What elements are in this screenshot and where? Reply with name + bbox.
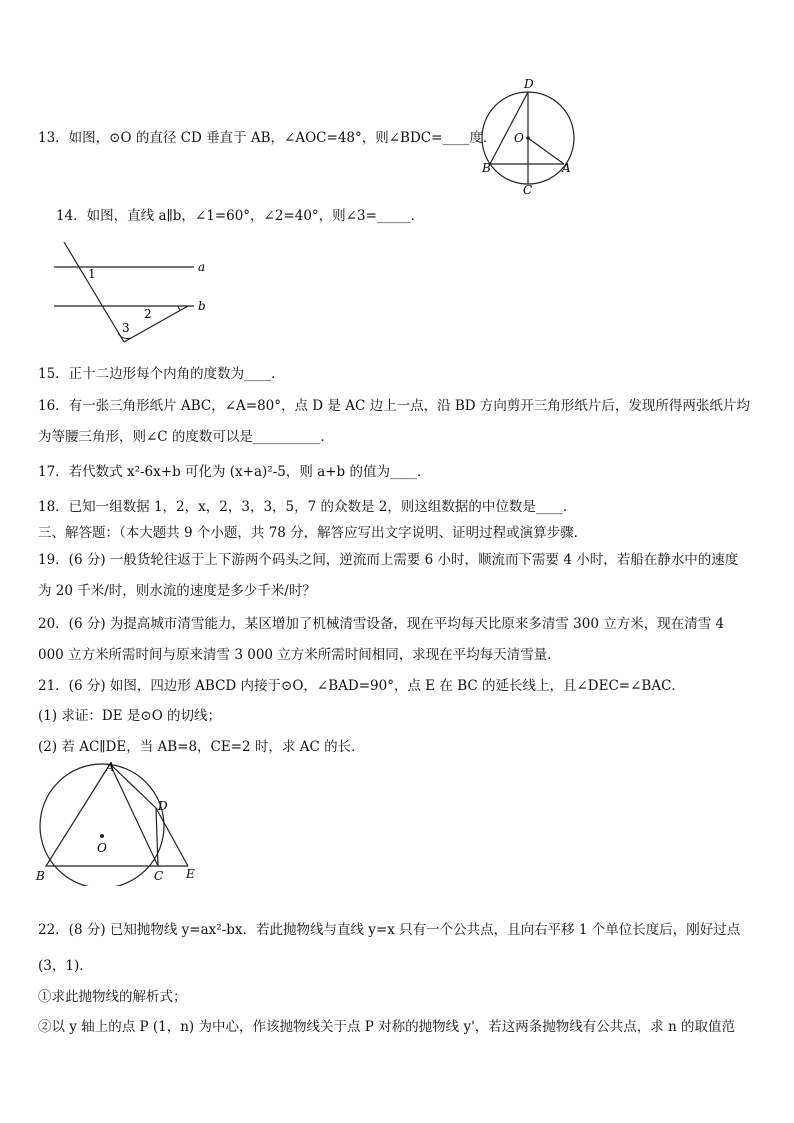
question-20-line-1: 20．(6 分) 为提高城市清雪能力，某区增加了机械清雪设备，现在平均每天比原来多清雪 300 立方米，现在清雪 4 <box>38 616 725 632</box>
label-angle-3: 3 <box>122 321 130 335</box>
question-16-line-1: 16．有一张三角形纸片 ABC，∠A=80°，点 D 是 AC 边上一点，沿 BD 方向剪开三角形纸片后，发现所得两张纸片均 <box>38 398 750 414</box>
section-3-heading: 三、解答题：（本大题共 9 个小题，共 78 分，解答应写出文字说明、证明过程或演算步骤． <box>38 525 588 541</box>
circle-o <box>40 764 164 886</box>
label-b: B <box>482 161 491 175</box>
question-22-part-2: ②以 y 轴上的点 P (1，n) 为中心，作该抛物线关于点 P 对称的抛物线 y'，若这两条抛物线有公共点，求 n 的取值范 <box>38 1019 736 1035</box>
question-22-line-1: 22．(8 分) 已知抛物线 y=ax²-bx．若此抛物线与直线 y=x 只有一个公共点，且向右平移 1 个单位长度后，刚好过点 <box>38 922 741 938</box>
label-c: C <box>154 869 164 883</box>
label-a: a <box>198 260 206 274</box>
question-19-line-1: 19．(6 分) 一般货轮往返于上下游两个码头之间，逆流而上需要 6 小时，顺流而下需要 4 小时，若船在静水中的速度 <box>38 552 739 568</box>
question-16-line-2: 为等腰三角形，则∠C 的度数可以是__________． <box>38 429 334 445</box>
label-d: D <box>524 77 534 91</box>
label-c: C <box>523 183 533 196</box>
segment-dc <box>156 808 158 866</box>
label-a: A <box>106 760 115 774</box>
figure-14-parallel-lines <box>52 240 212 348</box>
segment-de <box>156 808 188 866</box>
label-a: A <box>562 161 571 175</box>
question-19-line-2: 为 20 千米/时，则水流的速度是多少千米/时？ <box>38 583 316 599</box>
question-21-line-1: 21．(6 分) 如图，四边形 ABCD 内接于⊙O，∠BAD=90°，点 E 在 BC 的延长线上，且∠DEC=∠BAC． <box>38 678 685 694</box>
question-15: 15．正十二边形每个内角的度数为____． <box>38 366 285 382</box>
segment-db <box>490 92 528 164</box>
angle-2-arc <box>178 306 180 310</box>
question-22-part-1: ①求此抛物线的解析式； <box>38 989 187 1005</box>
question-21-part-2: (2) 若 AC∥DE，当 AB=8，CE=2 时，求 AC 的长． <box>38 739 365 755</box>
label-angle-1: 1 <box>88 267 96 281</box>
question-21-part-1: (1) 求证：DE 是⊙O 的切线； <box>38 708 222 724</box>
center-o-dot <box>100 834 104 838</box>
question-18: 18．已知一组数据 1，2，x，2，3，3，5，7 的众数是 2，则这组数据的中位数是____． <box>38 499 577 515</box>
question-14: 14．如图，直线 a∥b，∠1=60°，∠2=40°，则∠3=_____． <box>56 208 425 224</box>
question-13: 13．如图，⊙O 的直径 CD 垂直于 AB，∠AOC=48°，则∠BDC=____度． <box>38 130 497 146</box>
center-o-dot <box>526 136 530 140</box>
label-d: D <box>158 799 168 813</box>
figure-21-cyclic-quadrilateral <box>32 760 202 886</box>
label-o: O <box>97 841 107 855</box>
segment-oa <box>528 138 564 164</box>
label-b: b <box>198 299 206 313</box>
label-e: E <box>186 867 195 881</box>
label-angle-2: 2 <box>144 307 152 321</box>
question-22-line-2: (3，1)． <box>38 958 93 974</box>
label-b: B <box>36 869 45 883</box>
figure-13-circle-diagram <box>478 76 588 196</box>
question-20-line-2: 000 立方米所需时间与原来清雪 3 000 立方米所需时间相同，求现在平均每天清雪量． <box>38 647 561 663</box>
transversal-left <box>64 242 124 342</box>
question-17: 17．若代数式 x²-6x+b 可化为 (x+a)²-5，则 a+b 的值为____． <box>38 464 431 480</box>
transversal-right <box>124 306 188 342</box>
label-o: O <box>514 131 524 145</box>
